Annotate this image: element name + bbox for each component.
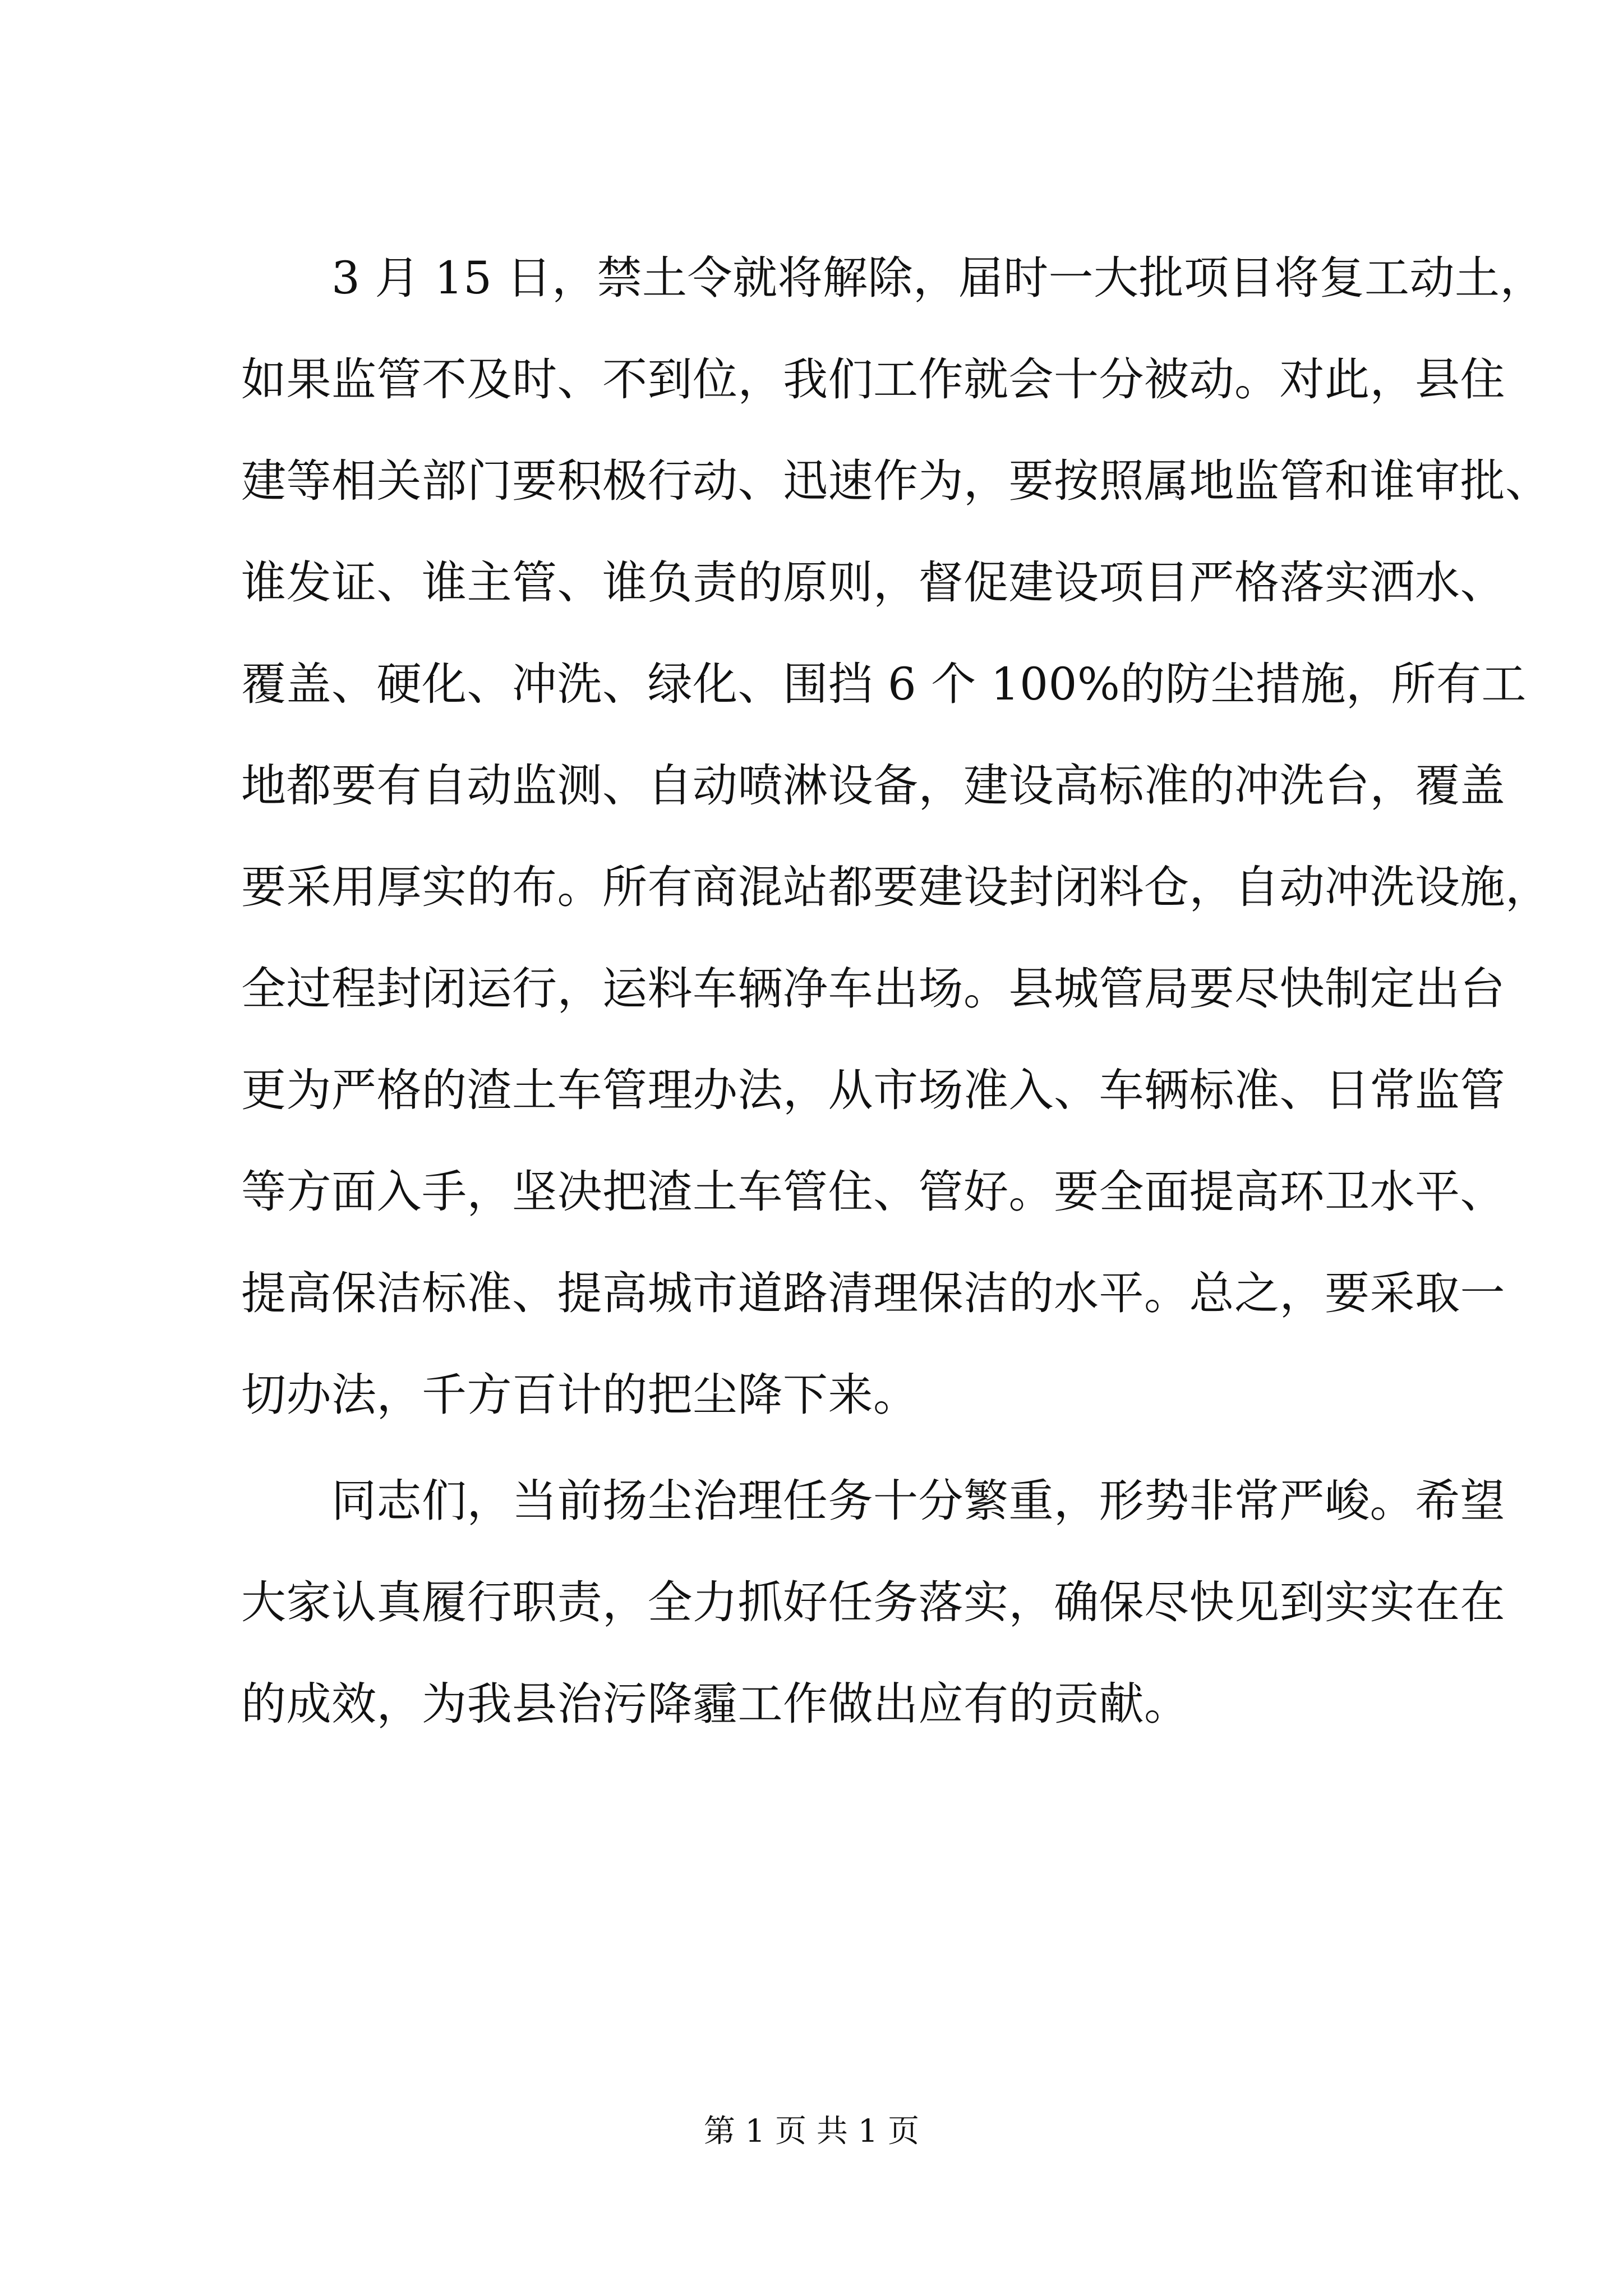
text-line: 3 月 15 日，禁土令就将解除，届时一大批项目将复工动土，: [241, 252, 1545, 304]
text-line: 谁发证、谁主管、谁负责的原则，督促建设项目严格落实洒水、: [241, 556, 1505, 609]
text-line: 提高保洁标准、提高城市道路清理保洁的水平。总之，要采取一: [241, 1267, 1505, 1319]
paragraph-2: [241, 1450, 1505, 1755]
page-number-footer: 第 1 页 共 1 页: [703, 2113, 920, 2150]
text-line: 要采用厚实的布。所有商混站都要建设封闭料仓，自动冲洗设施，: [241, 861, 1551, 913]
paragraph-1: [241, 227, 1551, 1446]
text-line: 同志们，当前扬尘治理任务十分繁重，形势非常严峻。希望: [241, 1475, 1505, 1527]
text-line: 覆盖、硬化、冲洗、绿化、围挡 6 个 100%的防尘措施，所有工: [241, 658, 1527, 710]
text-line: 等方面入手，坚决把渣土车管住、管好。要全面提高环卫水平、: [241, 1166, 1505, 1218]
text-line: 切办法，千方百计的把尘降下来。: [241, 1369, 919, 1421]
text-line: 全过程封闭运行，运料车辆净车出场。县城管局要尽快制定出台: [241, 963, 1505, 1015]
text-line: 如果监管不及时、不到位，我们工作就会十分被动。对此，县住: [241, 353, 1505, 406]
document-body: [241, 227, 1551, 1755]
text-line: 建等相关部门要积极行动、迅速作为，要按照属地监管和谁审批、: [241, 455, 1551, 507]
text-line: 的成效，为我县治污降霾工作做出应有的贡献。: [241, 1678, 1189, 1730]
text-line: 地都要有自动监测、自动喷淋设备，建设高标准的冲洗台，覆盖: [241, 760, 1505, 812]
paragraph-gap: [241, 1446, 1410, 1450]
text-line: 大家认真履行职责，全力抓好任务落实，确保尽快见到实实在在: [241, 1576, 1505, 1628]
text-line: 更为严格的渣土车管理办法，从市场准入、车辆标准、日常监管: [241, 1064, 1505, 1116]
